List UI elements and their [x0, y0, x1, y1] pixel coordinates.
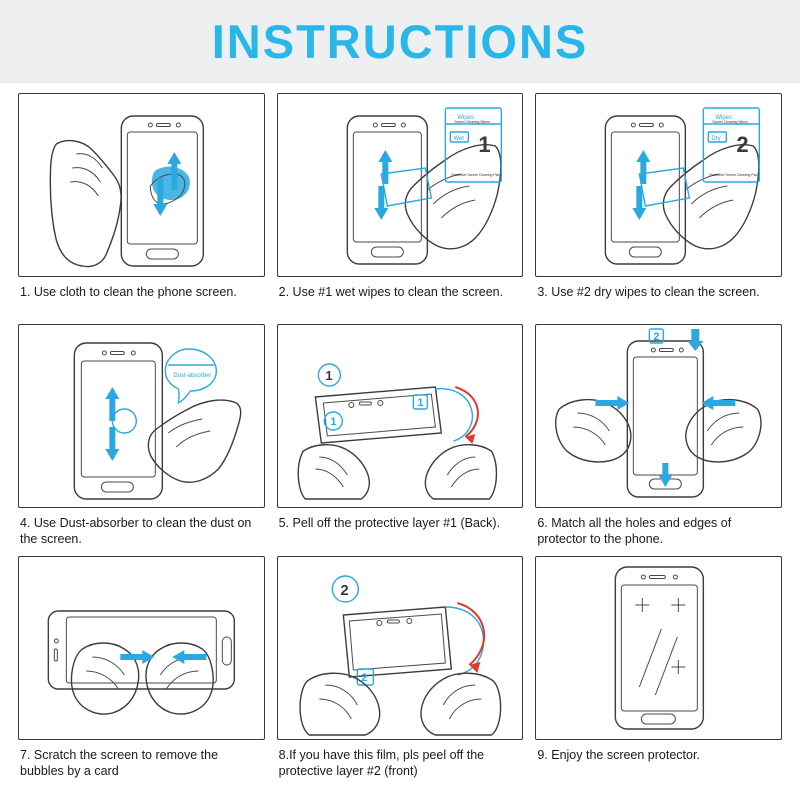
step-5-caption: 5. Pell off the protective layer #1 (Back). [278, 516, 501, 531]
layer-number-1-b: 1 [329, 416, 337, 429]
packet-footer: Protective Screen Cleaning Pad [709, 173, 758, 177]
step-4-caption: 4. Use Dust-absorber to clean the dust on the screen. [20, 516, 252, 547]
layer-number-1-c: 1 [416, 397, 424, 410]
packet-title: Wipes [456, 115, 474, 121]
steps-grid [0, 83, 800, 783]
packet-type: Wet [452, 136, 464, 142]
step-8-caption: 8.If you have this film, pls peel off the protective layer #2 (front) [278, 747, 485, 778]
packet-subtitle: Screen Cleaning Wipes [453, 120, 490, 124]
packet-number: 2 [736, 132, 749, 157]
header [0, 0, 800, 83]
page-title: INSTRUCTIONS [211, 14, 589, 68]
packet-title: Wipes [715, 115, 733, 121]
step-6-caption: 6. Match all the holes and edges of protector to the phone. [537, 516, 732, 547]
step-9-caption: 9. Enjoy the screen protector. [537, 747, 700, 762]
layer-number-1: 1 [324, 368, 333, 384]
step-5 [277, 324, 524, 551]
step-2 [277, 93, 524, 320]
step-5-illustration [277, 324, 524, 508]
packet-type: Dry [711, 136, 722, 142]
layer-number-2: 2 [653, 331, 660, 344]
packet-subtitle: Screen Cleaning Wipes [712, 120, 749, 124]
step-1 [18, 93, 265, 320]
step-7-caption: 7. Scratch the screen to remove the bubbles by a card [20, 747, 219, 778]
step-1-caption: 1. Use cloth to clean the phone screen. [20, 285, 237, 299]
step-7-illustration [18, 556, 265, 740]
step-4 [18, 324, 265, 551]
step-8 [277, 556, 524, 783]
packet-footer: Protective Screen Cleaning Pad [450, 173, 500, 177]
step-2-caption: 2. Use #1 wet wipes to clean the screen. [278, 285, 504, 299]
step-3 [535, 93, 782, 320]
step-3-illustration [535, 93, 782, 277]
step-9 [535, 556, 782, 783]
layer-number-2-a: 2 [339, 581, 349, 599]
step-6 [535, 324, 782, 551]
dust-absorber-label: Dust-absorber [173, 373, 212, 380]
step-8-illustration [277, 556, 524, 740]
step-6-illustration [535, 324, 782, 508]
step-1-illustration [18, 93, 265, 277]
step-9-illustration [535, 556, 782, 740]
step-4-illustration [18, 324, 265, 508]
step-2-illustration [277, 93, 524, 277]
packet-number: 1 [477, 132, 491, 157]
step-3-caption: 3. Use #2 dry wipes to clean the screen. [537, 285, 760, 299]
step-7 [18, 556, 265, 783]
layer-number-2-b: 2 [360, 671, 368, 684]
